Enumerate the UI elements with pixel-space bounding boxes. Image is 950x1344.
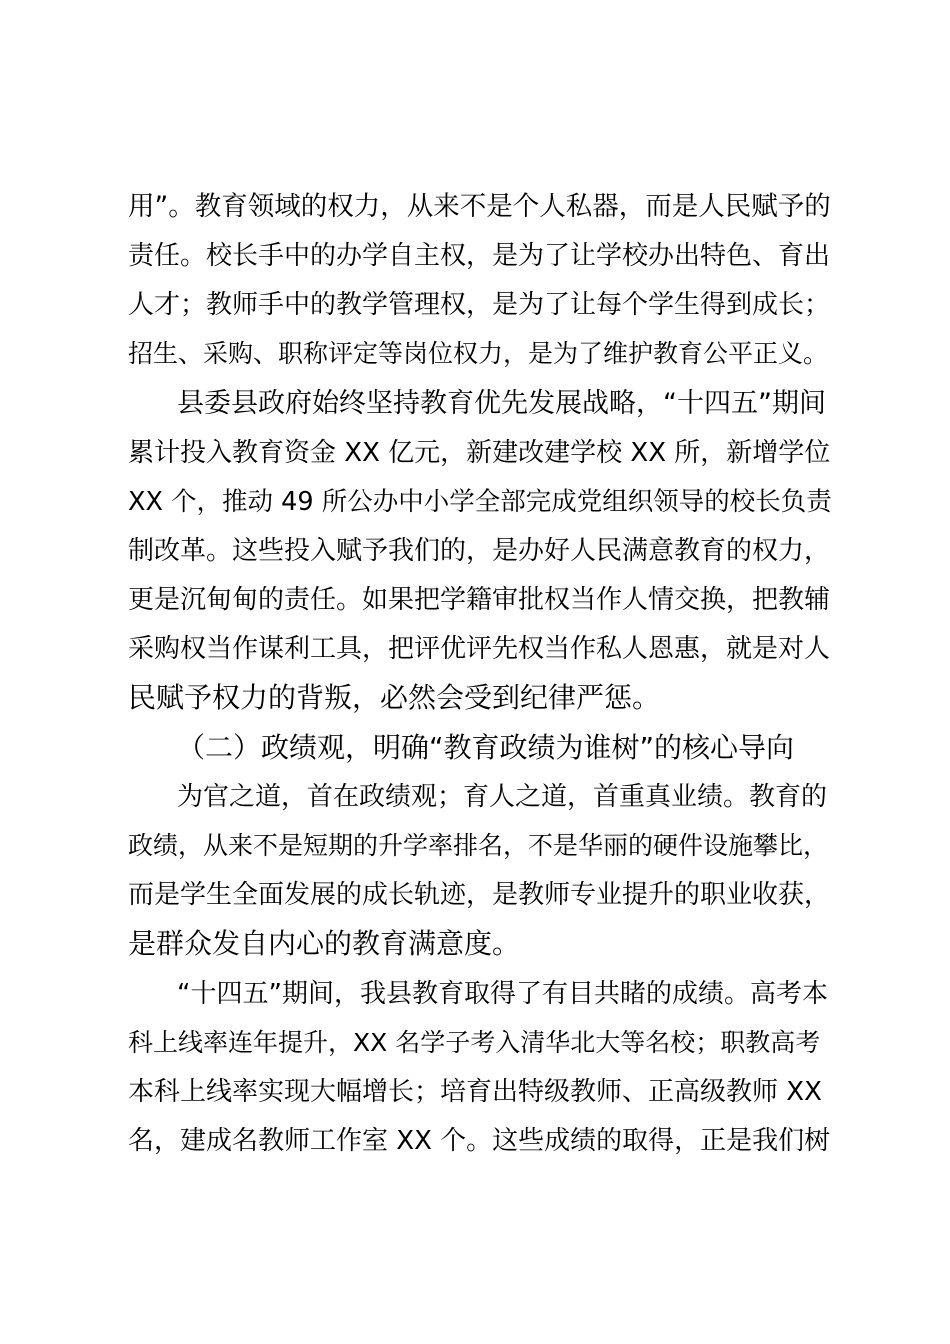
paragraph-line: 采购权当作谋利工具，把评优评先权当作私人恩惠，就是对人 <box>128 634 831 664</box>
paragraph-line: 名，建成名教师工作室 XX 个。这些成绩的取得，正是我们树 <box>128 1126 831 1156</box>
paragraph-line: 更是沉甸甸的责任。如果把学籍审批权当作人情交换，把教辅 <box>128 585 831 615</box>
paragraph-line: 是群众发自内心的教育满意度。 <box>128 927 521 960</box>
paragraph-line: 民赋予权力的背叛，必然会受到纪律严惩。 <box>128 681 661 714</box>
section-heading: （二）政绩观，明确“教育政绩为谁树”的核心导向 <box>177 731 795 764</box>
paragraph-line: “十四五”期间，我县教育取得了有目共睹的成绩。高考本 <box>177 979 828 1009</box>
paragraph-line: 县委县政府始终坚持教育优先发展战略，“十四五”期间 <box>177 388 826 419</box>
paragraph-line: 而是学生全面发展的成长轨迹，是教师专业提升的职业收获， <box>128 880 831 910</box>
paragraph-line: 用”。教育领域的权力，从来不是个人私器，而是人民赋予的 <box>128 191 831 222</box>
paragraph-line: 累计投入教育资金 XX 亿元，新建改建学校 XX 所，新增学位 <box>128 438 831 468</box>
paragraph-line: 责任。校长手中的办学自主权，是为了让学校办出特色、育出 <box>128 241 831 271</box>
paragraph-line: 人才；教师手中的教学管理权，是为了让每个学生得到成长； <box>128 290 831 320</box>
paragraph-line: 制改革。这些投入赋予我们的，是办好人民满意教育的权力， <box>128 536 831 566</box>
paragraph-line: 为官之道，首在政绩观；育人之道，首重真业绩。教育的 <box>177 782 828 812</box>
paragraph-line: 招生、采购、职称评定等岗位权力，是为了维护教育公平正义。 <box>128 339 829 368</box>
paragraph-line: 政绩，从来不是短期的升学率排名，不是华丽的硬件设施攀比， <box>128 831 829 860</box>
paragraph-line: XX 个，推动 49 所公办中小学全部完成党组织领导的校长负责 <box>128 487 832 517</box>
paragraph-line: 本科上线率实现大幅增长；培育出特级教师、正高级教师 XX <box>128 1077 822 1107</box>
paragraph-line: 科上线率连年提升，XX 名学子考入清华北大等名校；职教高考 <box>128 1028 821 1057</box>
